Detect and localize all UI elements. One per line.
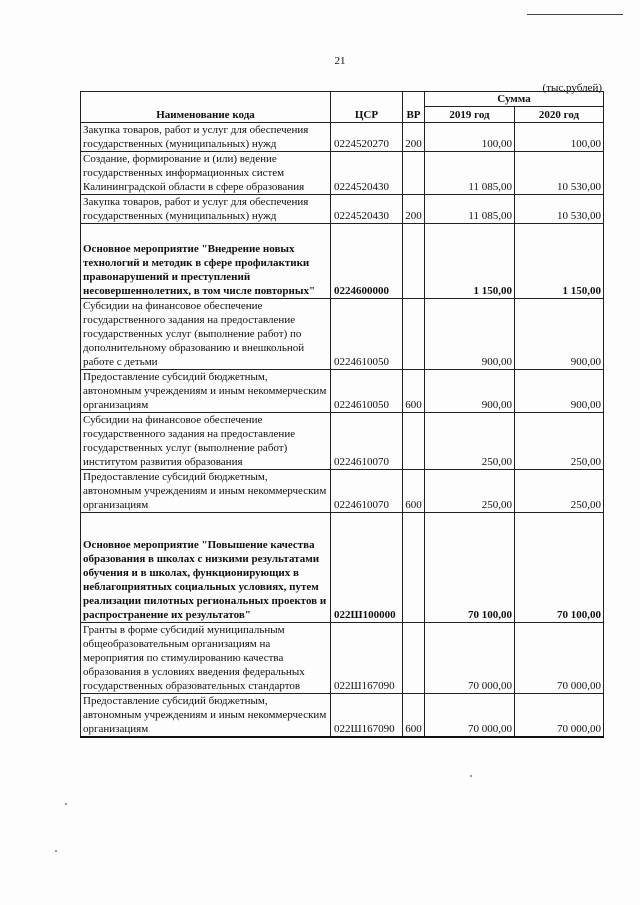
header-2020: 2020 год xyxy=(515,107,604,123)
row-vr: 600 xyxy=(403,470,425,513)
header-csr: ЦСР xyxy=(331,92,403,123)
row-csr: 022Ш167090 xyxy=(331,694,403,738)
row-name: Основное мероприятие "Внедрение новых технологий и методик в сфере профилактики правонарушений и преступлений несовершеннолетних, в том числе повторных" xyxy=(81,224,331,299)
row-vr xyxy=(403,152,425,195)
row-csr: 0224610070 xyxy=(331,413,403,470)
header-vr: ВР xyxy=(403,92,425,123)
row-2019: 100,00 xyxy=(425,123,515,152)
table-row xyxy=(81,195,604,224)
row-2019: 250,00 xyxy=(425,413,515,470)
table-row xyxy=(81,694,604,738)
row-csr: 0224600000 xyxy=(331,224,403,299)
row-2019: 250,00 xyxy=(425,470,515,513)
row-vr: 600 xyxy=(403,370,425,413)
row-2019: 70 000,00 xyxy=(425,623,515,694)
row-2019: 70 000,00 xyxy=(425,694,515,738)
table-row xyxy=(81,123,604,152)
row-vr xyxy=(403,623,425,694)
row-csr: 0224520430 xyxy=(331,152,403,195)
row-2020: 100,00 xyxy=(515,123,604,152)
table-row xyxy=(81,513,604,623)
row-name: Создание, формирование и (или) ведение государственных информационных систем Калининградской области в сфере образования xyxy=(81,152,331,195)
row-vr: 200 xyxy=(403,195,425,224)
row-csr: 0224610050 xyxy=(331,370,403,413)
row-2020: 10 530,00 xyxy=(515,152,604,195)
table-row xyxy=(81,370,604,413)
row-csr: 0224520270 xyxy=(331,123,403,152)
row-name: Субсидии на финансовое обеспечение государственного задания на предоставление государственных услуг (выполнение работ) по дополнительному образованию и внешкольной работе с детьми xyxy=(81,299,331,370)
row-2020: 250,00 xyxy=(515,413,604,470)
row-name: Субсидии на финансовое обеспечение государственного задания на предоставление государственных услуг (выполнение работ) институтом развития образования xyxy=(81,413,331,470)
row-2019: 11 085,00 xyxy=(425,195,515,224)
row-vr: 600 xyxy=(403,694,425,738)
row-vr xyxy=(403,299,425,370)
table-row xyxy=(81,224,604,299)
row-2020: 900,00 xyxy=(515,370,604,413)
row-vr xyxy=(403,224,425,299)
table-row xyxy=(81,413,604,470)
row-2020: 250,00 xyxy=(515,470,604,513)
row-csr: 0224610070 xyxy=(331,470,403,513)
units-label: (тыс.рублей) xyxy=(542,82,602,94)
table-row xyxy=(81,152,604,195)
row-csr: 0224520430 xyxy=(331,195,403,224)
scan-speck xyxy=(470,775,472,777)
row-csr: 022Ш167090 xyxy=(331,623,403,694)
row-2020: 1 150,00 xyxy=(515,224,604,299)
row-name: Гранты в форме субсидий муниципальным общеобразовательным организациям на мероприятия по стимулированию качества образования в условиях введения федеральных государственных образовательных стандартов xyxy=(81,623,331,694)
top-rule xyxy=(527,14,623,15)
row-vr xyxy=(403,513,425,623)
row-2020: 10 530,00 xyxy=(515,195,604,224)
page-number: 21 xyxy=(334,55,346,67)
row-name: Предоставление субсидий бюджетным, автономным учреждениям и иным некоммерческим организациям xyxy=(81,470,331,513)
table-row xyxy=(81,623,604,694)
header-sum: Сумма xyxy=(425,92,604,107)
row-2020: 70 100,00 xyxy=(515,513,604,623)
row-2020: 900,00 xyxy=(515,299,604,370)
row-2019: 900,00 xyxy=(425,299,515,370)
scan-speck xyxy=(55,850,57,852)
row-csr: 0224610050 xyxy=(331,299,403,370)
scan-speck xyxy=(65,803,67,805)
budget-table xyxy=(80,91,604,738)
row-csr: 022Ш100000 xyxy=(331,513,403,623)
table-row xyxy=(81,299,604,370)
row-2019: 11 085,00 xyxy=(425,152,515,195)
row-name: Предоставление субсидий бюджетным, автономным учреждениям и иным некоммерческим организациям xyxy=(81,694,331,738)
row-name: Предоставление субсидий бюджетным, автономным учреждениям и иным некоммерческим организациям xyxy=(81,370,331,413)
row-2019: 900,00 xyxy=(425,370,515,413)
row-vr xyxy=(403,413,425,470)
row-2020: 70 000,00 xyxy=(515,694,604,738)
row-name: Закупка товаров, работ и услуг для обеспечения государственных (муниципальных) нужд xyxy=(81,123,331,152)
header-2019: 2019 год xyxy=(425,107,515,123)
row-2019: 70 100,00 xyxy=(425,513,515,623)
row-2019: 1 150,00 xyxy=(425,224,515,299)
row-name: Основное мероприятие "Повышение качества образования в школах с низкими результатами обучения и в школах, функционирующих в неблагоприятных социальных условиях, путем реализации пилотных региональных проектов и распространение их результатов" xyxy=(81,513,331,623)
row-name: Закупка товаров, работ и услуг для обеспечения государственных (муниципальных) нужд xyxy=(81,195,331,224)
row-vr: 200 xyxy=(403,123,425,152)
table-row xyxy=(81,470,604,513)
row-2020: 70 000,00 xyxy=(515,623,604,694)
header-name: Наименование кода xyxy=(81,92,331,123)
